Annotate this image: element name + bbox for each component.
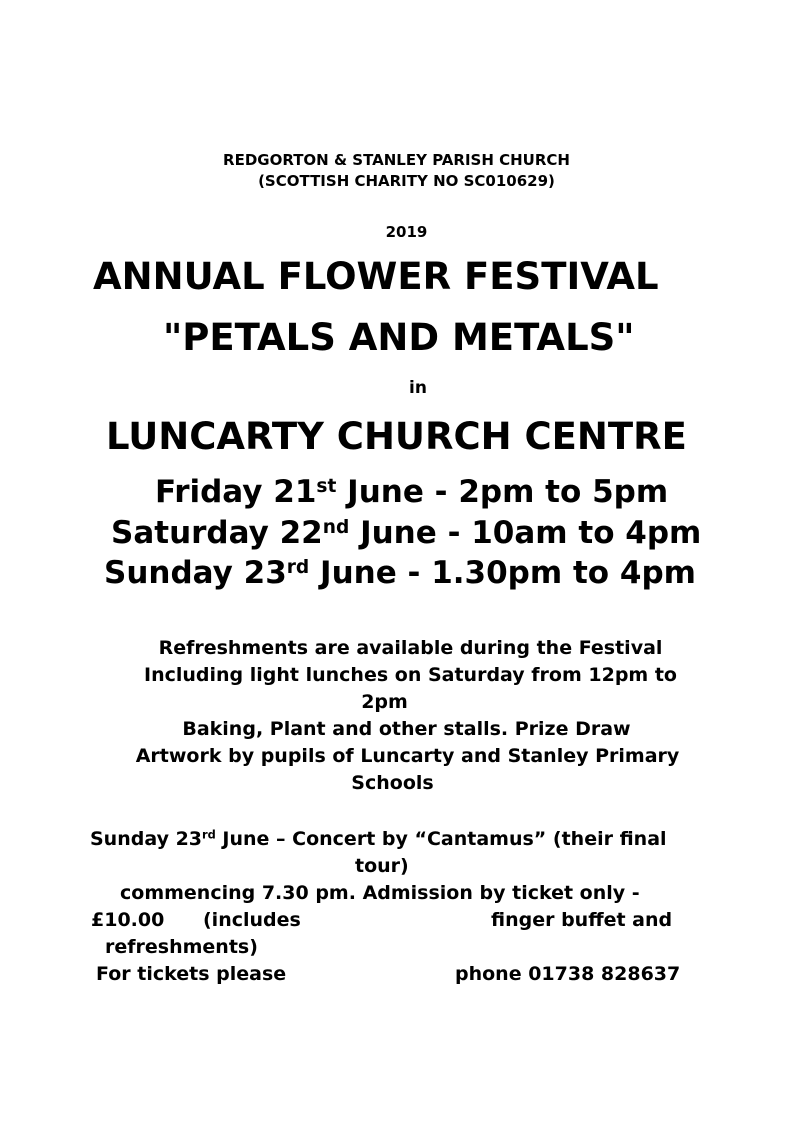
concert-line: Sunday 23rd June – Concert by “Cantamus” (their final xyxy=(90,827,667,850)
charity-number: (SCOTTISH CHARITY NO SC010629) xyxy=(258,172,555,190)
festival-year: 2019 xyxy=(385,223,428,241)
date-saturday: Saturday 22nd June - 10am to 4pm xyxy=(111,515,702,551)
tickets-phone: phone 01738 828637 xyxy=(455,963,681,985)
info-line-stalls: Baking, Plant and other stalls. Prize Draw xyxy=(182,718,631,740)
info-line-lunches: Including light lunches on Saturday from 12pm to xyxy=(144,664,677,686)
info-line-refreshments: Refreshments are available during the Festival xyxy=(158,637,663,659)
date-friday: Friday 21st June - 2pm to 5pm xyxy=(155,474,669,510)
ticket-includes: (includes xyxy=(203,909,301,931)
festival-theme: "PETALS AND METALS" xyxy=(163,316,635,359)
ticket-buffet: finger buffet and xyxy=(491,909,673,931)
date-sunday: Sunday 23rd June - 1.30pm to 4pm xyxy=(104,555,696,591)
ticket-price: £10.00 xyxy=(91,909,165,931)
tickets-label: For tickets please xyxy=(96,963,287,985)
ticket-refreshments: refreshments) xyxy=(105,936,258,958)
venue-name: LUNCARTY CHURCH CENTRE xyxy=(106,415,687,458)
festival-title: ANNUAL FLOWER FESTIVAL xyxy=(93,255,659,298)
info-line-artwork: Artwork by pupils of Luncarty and Stanley Primary xyxy=(135,745,680,767)
info-line-lunch-time: 2pm xyxy=(361,691,408,713)
concert-tour: tour) xyxy=(355,855,409,877)
church-name: REDGORTON & STANLEY PARISH CHURCH xyxy=(223,151,570,169)
concert-commencing: commencing 7.30 pm. Admission by ticket only - xyxy=(120,882,640,904)
info-line-schools: Schools xyxy=(351,772,434,794)
in-label: in xyxy=(409,378,427,398)
